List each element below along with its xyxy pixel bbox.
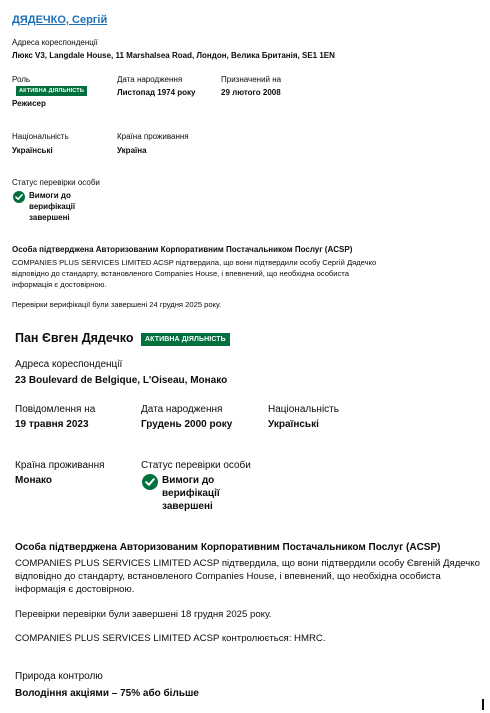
address-value: Люкс V3, Langdale House, 11 Marshalsea Road, Лондон, Велика Британія, SE1 1EN <box>12 51 335 60</box>
verification-line-2: верифікації <box>162 488 220 499</box>
residence-value: Монако <box>15 475 53 486</box>
verification-line-2: верифікації <box>29 202 76 211</box>
acsp-heading: Особа підтверджена Авторизованим Корпоративним Постачальником Послуг (ACSP) <box>12 245 353 254</box>
verification-label: Статус перевірки особи <box>12 178 100 187</box>
notified-value: 19 травня 2023 <box>15 419 89 430</box>
acsp-text-line-2: відповідно до стандарту, встановленого Companies House, і впевнений, що необхідна особиста <box>15 571 441 582</box>
dob-value: Грудень 2000 року <box>141 419 233 430</box>
appointed-value: 29 лютого 2008 <box>221 88 281 97</box>
acsp-text-line-1: COMPANIES PLUS SERVICES LIMITED ACSP підтвердила, що вони підтвердили особу Євгеній Дядечко <box>15 558 480 569</box>
nationality-value: Українські <box>12 146 53 155</box>
verification-line-1: Вимоги до <box>162 475 215 486</box>
role-value: Режисер <box>12 99 46 108</box>
verification-line-3: завершені <box>162 501 213 512</box>
checks-completed: Перевірки перевірки були завершені 18 грудня 2025 року. <box>15 609 272 620</box>
officer-name-link[interactable]: ДЯДЕЧКО, Сергій <box>12 14 108 26</box>
residence-value: Україна <box>117 146 147 155</box>
nationality-label: Національність <box>12 132 69 141</box>
notified-label: Повідомлення на <box>15 404 96 415</box>
dob-value: Листопад 1974 року <box>117 88 196 97</box>
acsp-text-line-1: COMPANIES PLUS SERVICES LIMITED ACSP підтвердила, що вони підтвердили особу Сергій Дядечко <box>12 258 377 267</box>
address-label: Адреса кореспонденції <box>15 359 123 370</box>
role-label: Роль <box>12 75 31 84</box>
status-badge: АКТИВНА ДІЯЛЬНІСТЬ <box>16 86 87 96</box>
residence-label: Країна проживання <box>117 132 189 141</box>
nationality-value: Українські <box>268 419 319 430</box>
dob-label: Дата народження <box>117 75 183 84</box>
control-label: Природа контролю <box>15 671 103 682</box>
text-cursor <box>482 699 484 710</box>
check-circle-icon <box>142 474 158 490</box>
verification-line-1: Вимоги до <box>29 191 71 200</box>
residence-label: Країна проживання <box>15 460 105 471</box>
nationality-label: Національність <box>268 404 339 415</box>
acsp-text-line-3: інформація є достовірною. <box>15 584 135 595</box>
address-value: 23 Boulevard de Belgique, L'Oiseau, Монако <box>15 375 228 386</box>
verification-line-3: завершені <box>29 213 70 222</box>
appointed-label: Призначений на <box>221 75 282 84</box>
control-value: Володіння акціями – 75% або більше <box>15 688 199 699</box>
dob-label: Дата народження <box>141 404 223 415</box>
verification-label: Статус перевірки особи <box>141 460 251 471</box>
acsp-heading: Особа підтверджена Авторизованим Корпоративним Постачальником Послуг (ACSP) <box>15 542 441 553</box>
checks-completed: Перевірки верифікації були завершені 24 грудня 2025 року. <box>12 300 222 309</box>
supervised-by: COMPANIES PLUS SERVICES LIMITED ACSP контролюється: HMRC. <box>15 633 326 644</box>
status-badge: АКТИВНА ДІЯЛЬНІСТЬ <box>141 333 230 346</box>
acsp-text-line-3: інформація є достовірною. <box>12 280 107 289</box>
address-label: Адреса кореспонденції <box>12 38 98 47</box>
officer-name: Пан Євген Дядечко <box>15 331 134 345</box>
check-circle-icon <box>13 191 25 203</box>
acsp-text-line-2: відповідно до стандарту, встановленого Companies House, і впевнений, що необхідна особиста <box>12 269 349 278</box>
